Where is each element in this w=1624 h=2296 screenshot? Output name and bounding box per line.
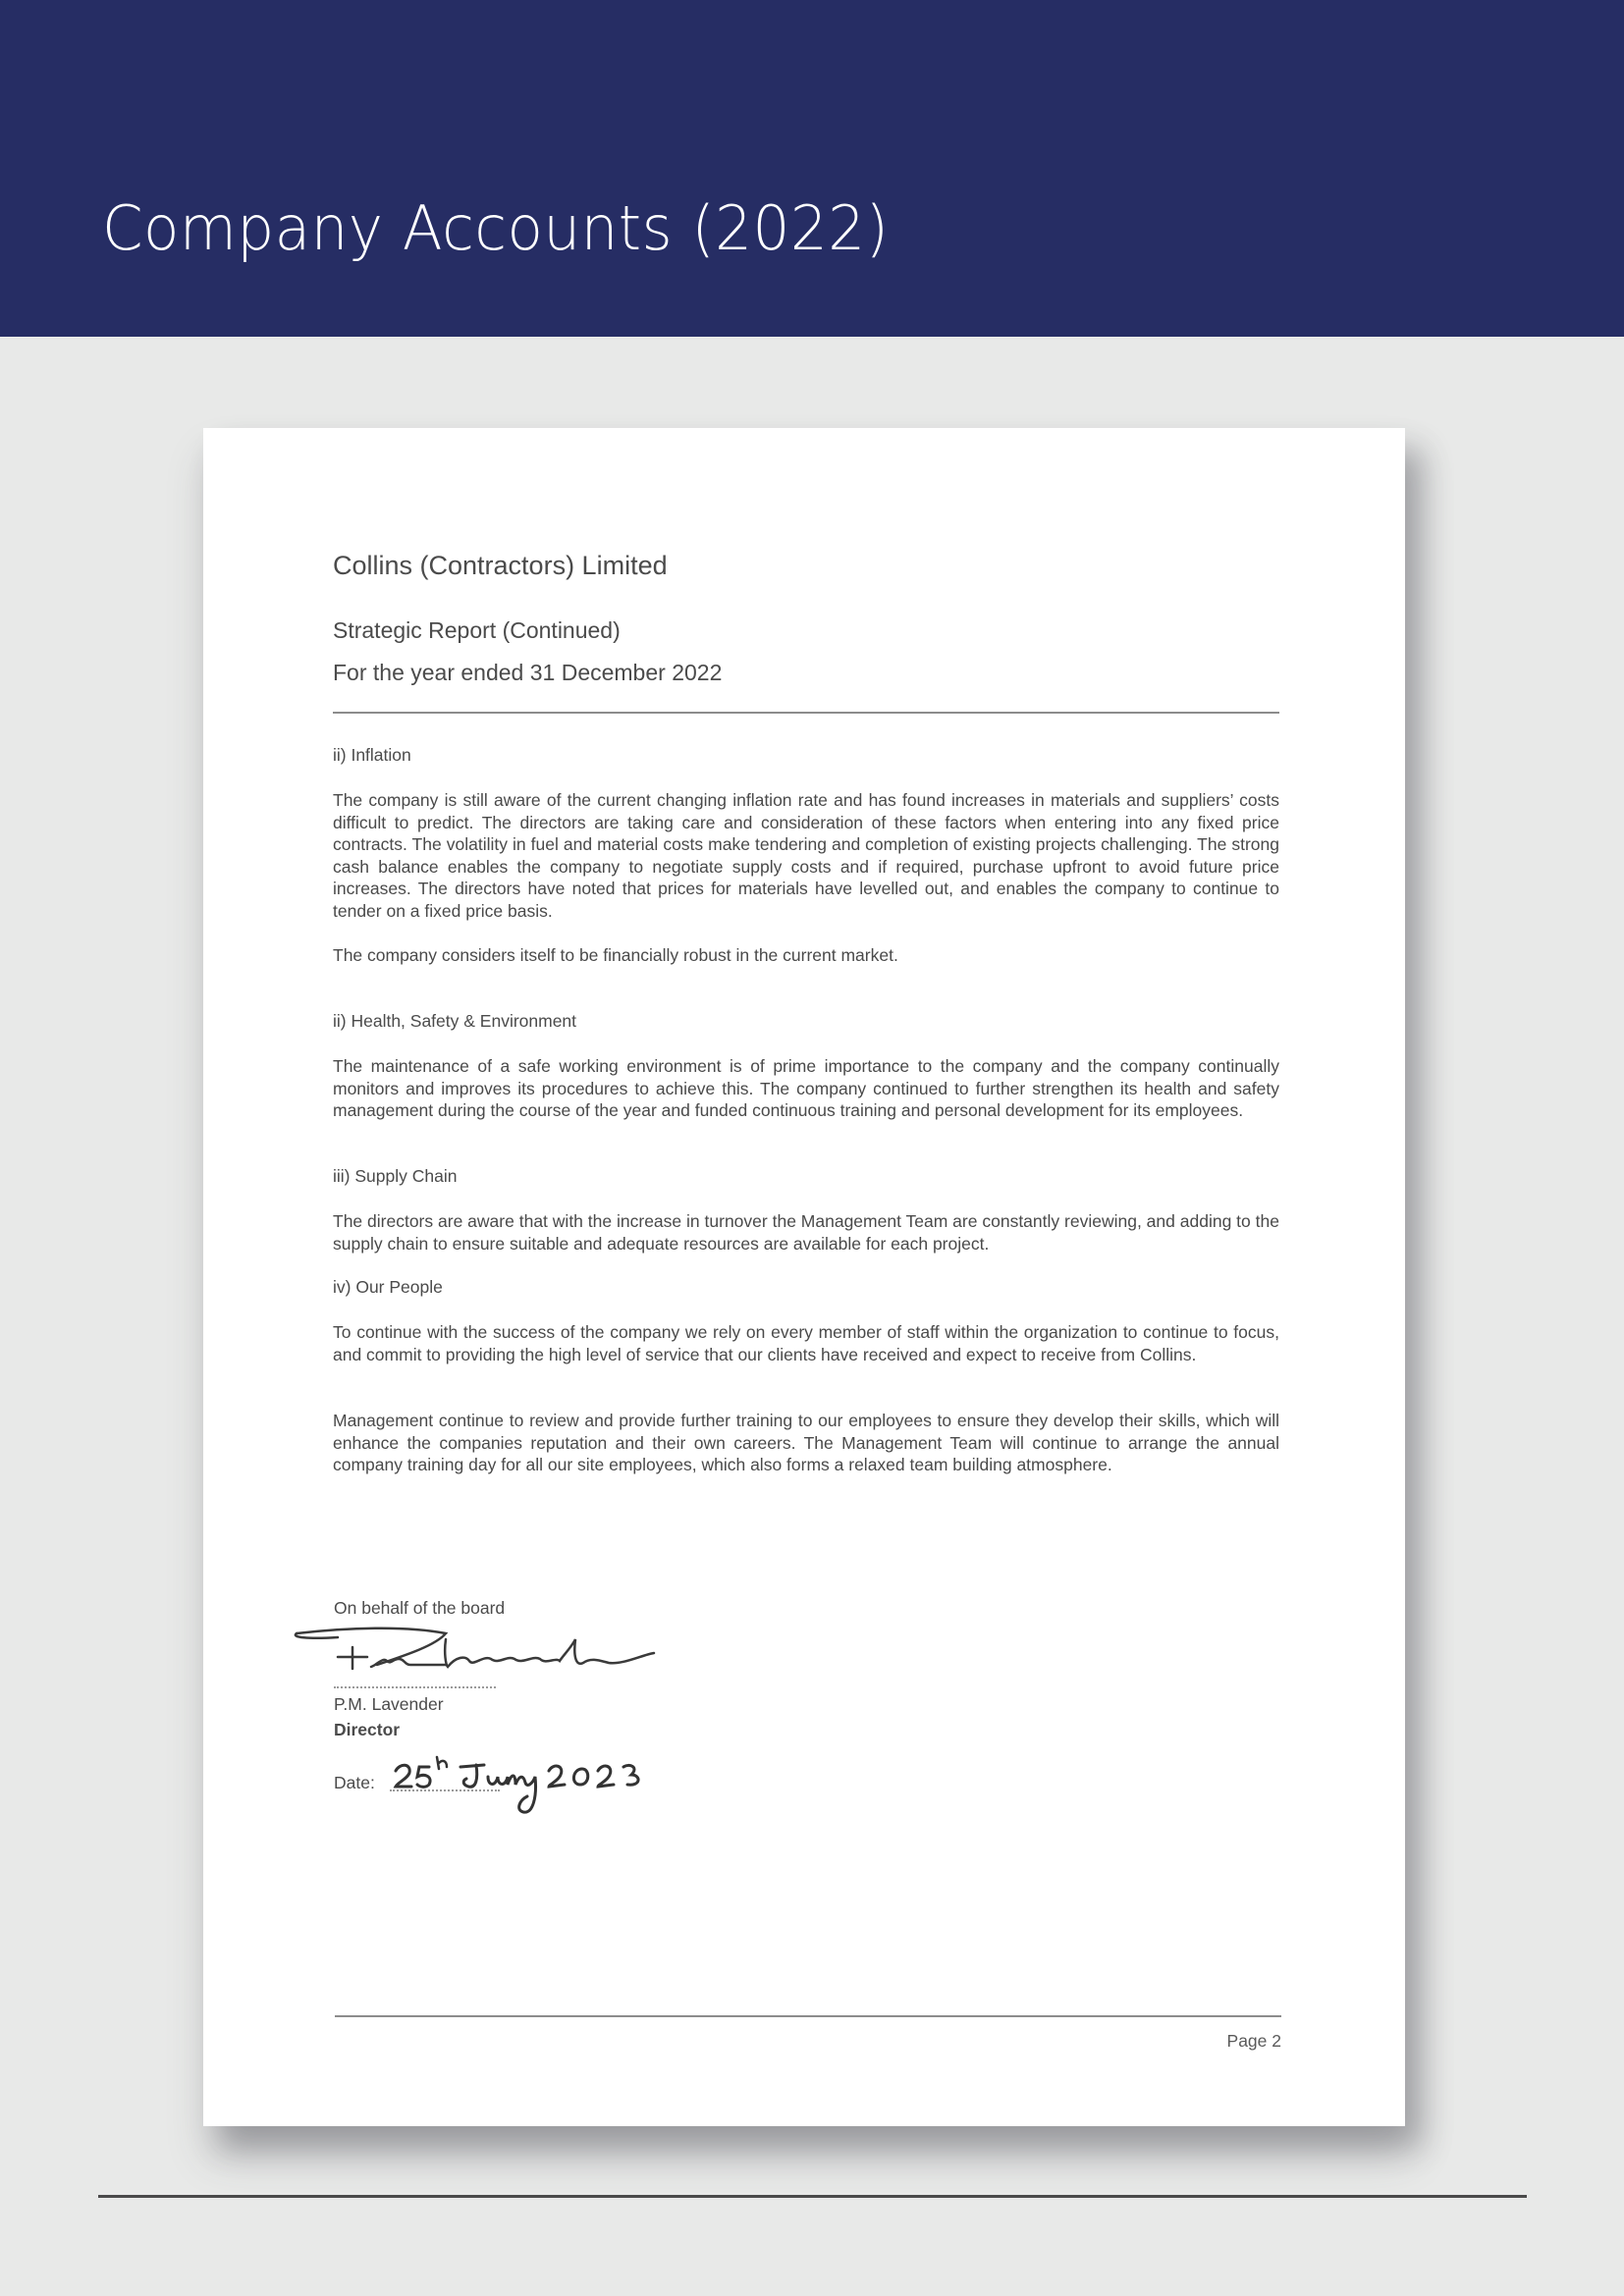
page-title: Company Accounts (2022) (102, 192, 890, 264)
on-behalf-label: On behalf of the board (334, 1598, 506, 1618)
paragraph-health-safety: The maintenance of a safe working environment is of prime importance to the company and the company continually monitors and improves its procedures to achieve this. The company continued to further strengthen its health and safety management during the course of the year and funded continuous training and personal development for its employees. (333, 1056, 1279, 1121)
header-divider (333, 712, 1279, 714)
document-page (203, 428, 1405, 2126)
paragraph-inflation-1: The company is still aware of the current changing inflation rate and has found increases in materials and suppliers’ costs difficult to predict. The directors are taking care and consideration of these factors when entering into any fixed price contracts. The volatility in fuel and material costs make tendering and completion of existing projects challenging. The strong cash balance enables the company to negotiate supply costs and if required, purchase upfront to avoid future price increases. The directors have noted that prices for materials have levelled out, and enables the company to continue to tender on a fixed price basis. (333, 790, 1279, 921)
date-label: Date: (334, 1773, 375, 1792)
paragraph-inflation-2: The company considers itself to be financially robust in the current market. (333, 945, 898, 965)
handwritten-date (390, 1753, 665, 1822)
director-role: Director (334, 1720, 401, 1739)
section-heading-supply-chain: iii) Supply Chain (333, 1166, 458, 1186)
director-name: P.M. Lavender (334, 1694, 444, 1714)
handwritten-signature (289, 1626, 681, 1684)
footer-divider (335, 2015, 1281, 2017)
section-heading-health-safety: ii) Health, Safety & Environment (333, 1011, 577, 1031)
report-title: Strategic Report (Continued) (333, 617, 621, 643)
paragraph-our-people-2: Management continue to review and provide further training to our employees to ensure they develop their skills, which will enhance the companies reputation and their own careers. The Management Team will continue to arrange the annual company training day for all our site employees, which also forms a relaxed team building atmosphere. (333, 1411, 1279, 1475)
company-name: Collins (Contractors) Limited (333, 551, 668, 580)
paragraph-supply-chain: The directors are aware that with the increase in turnover the Management Team are constantly reviewing, and adding to the supply chain to ensure suitable and adequate resources are available for each project. (333, 1211, 1279, 1254)
signature-line (334, 1686, 496, 1688)
section-heading-inflation: ii) Inflation (333, 745, 411, 765)
report-period: For the year ended 31 December 2022 (333, 660, 723, 685)
page-number: Page 2 (1226, 2031, 1281, 2051)
header-banner (0, 0, 1624, 337)
bottom-divider (98, 2195, 1527, 2198)
paragraph-our-people-1: To continue with the success of the company we rely on every member of staff within the organization to continue to focus, and commit to providing the high level of service that our clients have received and expect to receive from Collins. (333, 1322, 1279, 1364)
section-heading-our-people: iv) Our People (333, 1277, 443, 1297)
